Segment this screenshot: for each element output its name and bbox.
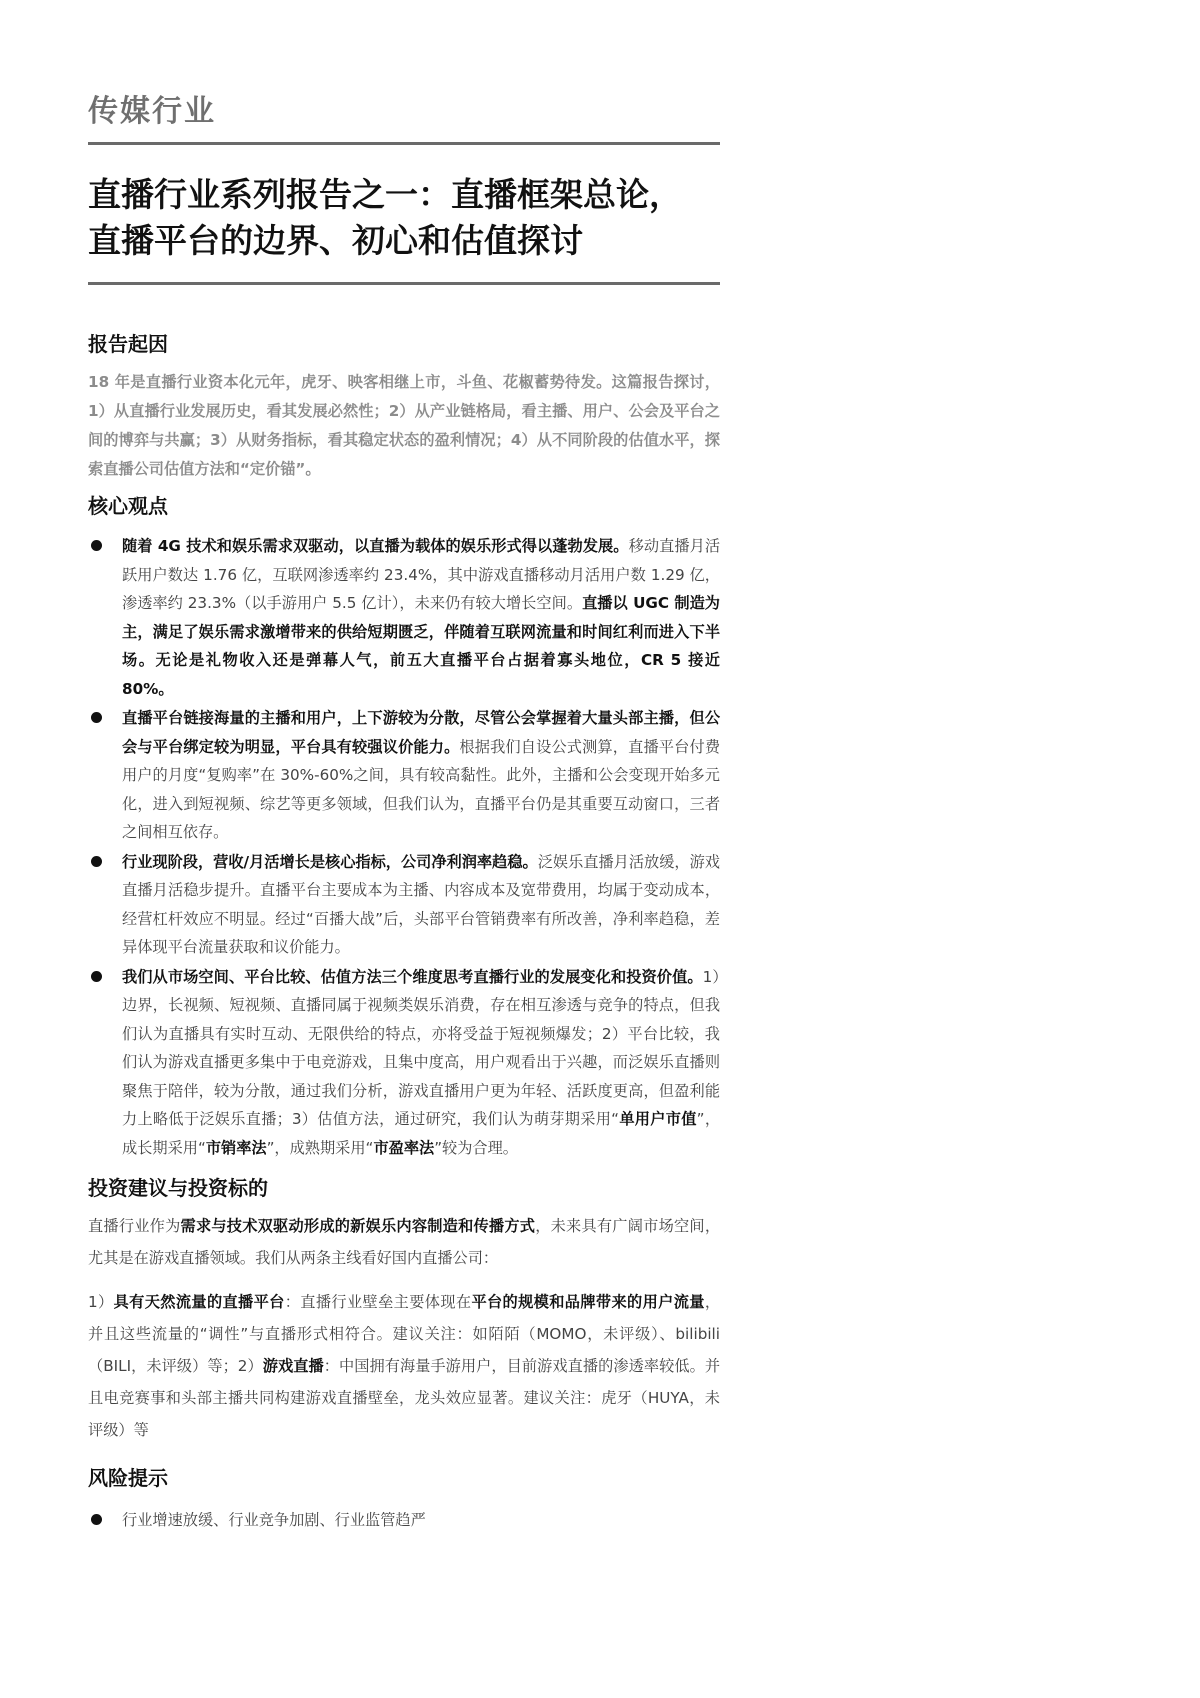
section-heading-core: 核心观点 [88,494,168,518]
report-title-line1: 直播行业系列报告之一：直播框架总论， [88,175,682,214]
reason-paragraph: 18 年是直播行业资本化元年，虎牙、映客相继上市，斗鱼、花椒蓄势待发。这篇报告探讨，1）从直播行业发展历史，看其发展必然性；2）从产业链格局，看主播、用户、公会及平台之间的博弈与共赢；3）从财务指标，看其稳定状态的盈利情况；4）从不同阶段的估值水平，探索直播公司估值方法和“定价锚”。 [88,373,720,478]
invest-p1-bold-1: 需求与技术双驱动形成的新娱乐内容制造和传播方式 [180,1217,536,1235]
title-top-rule [88,142,720,145]
title-bottom-rule [88,282,720,285]
invest-p2-text-2: ：直播行业壁垒主要体现在 [284,1293,472,1311]
invest-p1-text-1: 直播行业作为 [88,1217,181,1235]
core-point-2 [88,704,720,847]
invest-p2-bold-1: 具有天然流量的直播平台 [113,1293,285,1311]
core-point-2-bold-1: 直播平台链接海量的主播和用户，上下游较为分散，尽管公会掌握着大量头部主播，但公会与平台绑定较为明显，平台具有较强议价能力。 [122,709,720,756]
risk-list [88,1506,720,1534]
bullet-icon [91,971,102,982]
bullet-icon [91,712,102,723]
risk-item-text: 行业增速放缓、行业竞争加剧、行业监管趋严 [122,1511,426,1529]
bullet-icon [91,856,102,867]
core-point-2-text-1: 根据我们自设公式测算，直播平台付费用户的月度“复购率”在 30%-60%之间，具有较高黏性。此外，主播和公会变现开始多元化，进入到短视频、综艺等更多领域，但我们认为，直播平台仍是其重要互动窗口，三者之间相互依存。 [122,737,721,841]
core-point-4-text-1: 1）边界，长视频、短视频、直播同属于视频类娱乐消费，存在相互渗透与竞争的特点，但我们认为直播具有实时互动、无限供给的特点，亦将受益于短视频爆发；2）平台比较，我们认为游戏直播更多集中于电竞游戏，且集中度高，用户观看出于兴趣，而泛娱乐直播则聚焦于陪伴，较为分散，通过我们分析，游戏直播用户更为年轻、活跃度更高，但盈利能力上略低于泛娱乐直播；3）估值方法，通过研究，我们认为萌芽期采用“ [122,967,720,1128]
core-point-4 [88,963,720,1163]
invest-p2-text-3: ，并且这些流量的“调性”与直播形式相符合。建议关注：如陌陌（MOMO，未评级）、bilibili（BILI，未评级）等；2） [88,1293,720,1375]
core-points-list [88,532,720,1162]
core-point-4-bold-4: 市盈率法 [373,1138,435,1157]
core-point-4-text-2: ”，成长期采用“ [122,1110,721,1157]
report-title-line2: 直播平台的边界、初心和估值探讨 [88,221,583,260]
core-point-3-text-1: 泛娱乐直播月活放缓，游戏直播月活稳步提升。直播平台主要成本为主播、内容成本及宽带费用，均属于变动成本，经营杠杆效应不明显。经过“百播大战”后，头部平台管销费率有所改善，净利率趋稳，差异体现平台流量获取和议价能力。 [122,852,720,956]
section-heading-invest: 投资建议与投资标的 [88,1176,268,1200]
core-point-3-bold-1: 行业现阶段，营收/月活增长是核心指标，公司净利润率趋稳。 [122,852,538,871]
core-point-4-text-3: ”，成熟期采用“ [266,1138,374,1157]
sector-label: 传媒行业 [88,94,216,129]
core-point-1 [88,532,720,703]
core-point-1-bold-2: 直播以 UGC 制造为主，满足了娱乐需求激增带来的供给短期匮乏，伴随着互联网流量和时间红利而进入下半场。无论是礼物收入还是弹幕人气，前五大直播平台占据着寡头地位，CR 5 接近 80%。 [122,594,720,698]
invest-paragraph-2 [88,1286,720,1446]
core-point-4-bold-1: 我们从市场空间、平台比较、估值方法三个维度思考直播行业的发展变化和投资价值。 [122,967,703,986]
invest-paragraph-1 [88,1210,720,1274]
report-content [88,330,720,1534]
risk-item [88,1506,720,1534]
core-point-4-bold-3: 市销率法 [205,1138,267,1157]
section-heading-risk: 风险提示 [88,1466,168,1490]
invest-p2-text-4: ：中国拥有海量手游用户，目前游戏直播的渗透率较低。并且电竞赛事和头部主播共同构建游戏直播壁垒，龙头效应显著。建议关注：虎牙（HUYA，未评级）等 [88,1357,721,1439]
section-heading-reason: 报告起因 [88,332,168,356]
invest-p2-text-1: 1） [88,1293,114,1311]
invest-p2-bold-3: 游戏直播 [262,1357,324,1375]
core-point-3 [88,848,720,962]
core-point-1-bold-1: 随着 4G 技术和娱乐需求双驱动，以直播为载体的娱乐形式得以蓬勃发展。 [122,537,629,555]
bullet-icon [91,1514,102,1525]
core-point-1-text-1: 移动直播月活跃用户数达 1.76 亿，互联网渗透率约 23.4%，其中游戏直播移动月活用户数 1.29 亿，渗透率约 23.3%（以手游用户 5.5 亿计），未来仍有较大增长空间。 [122,537,721,612]
core-point-4-bold-2: 单用户市值 [619,1110,697,1128]
invest-p2-bold-2: 平台的规模和品牌带来的用户流量 [471,1293,705,1311]
core-point-4-text-4: ”较为合理。 [434,1138,518,1157]
report-title [88,172,728,264]
bullet-icon [91,540,102,551]
invest-p1-text-2: ，未来具有广阔市场空间，尤其是在游戏直播领域。我们从两条主线看好国内直播公司： [88,1217,721,1267]
